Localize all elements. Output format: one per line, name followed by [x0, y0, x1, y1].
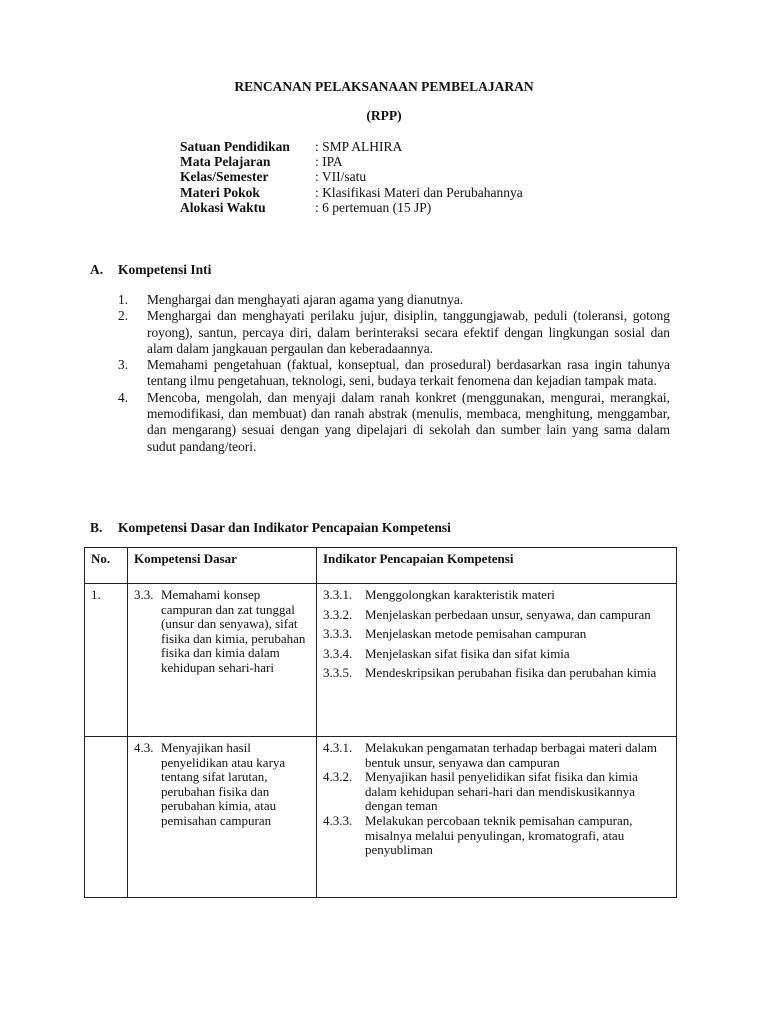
list-item [118, 357, 670, 390]
list-number: 4. [118, 389, 129, 405]
ipk-item [323, 647, 670, 662]
list-text: Mencoba, mengolah, dan menyaji dalam ranah konkret (menggunakan, mengurai, merangkai, memodifikasi, dan membuat) dan ranah abstrak (menulis, membaca, menghitung, menggambar, dan mengarang) sesuai dengan yang dipelajari di sekolah dan sumber lain yang sama dalam sudut pandang/teori. [147, 389, 670, 454]
header-ipk [317, 548, 677, 584]
section-letter: A. [90, 262, 104, 277]
meta-value: : IPA [315, 154, 343, 170]
meta-row-materi [180, 185, 523, 200]
ipk-code: 3.3.3. [323, 626, 353, 642]
kd-ipk-table [84, 547, 677, 898]
meta-row-mapel [180, 154, 523, 169]
list-item [118, 308, 670, 357]
ipk-text: Menjelaskan metode pemisahan campuran [365, 626, 587, 642]
ipk-text: Melakukan pengamatan terhadap berbagai materi dalam bentuk unsur, senyawa dan campuran [365, 740, 658, 770]
kd-entry [128, 584, 316, 676]
ipk-code: 3.3.4. [323, 645, 353, 661]
meta-label: Kelas/Semester [180, 169, 269, 185]
cell-no [85, 737, 128, 898]
meta-label: Mata Pelajaran [180, 154, 271, 170]
ipk-code: 4.3.2. [323, 769, 353, 785]
table-row [85, 584, 677, 737]
cell-kd [128, 584, 317, 737]
ipk-item [323, 666, 670, 681]
kd-code: 3.3. [134, 587, 154, 602]
kd-text: Memahami konsep campuran dan zat tunggal (unsur dan senyawa), sifat fisika dan kimia, perubahan fisika dan kimia dalam kehidupan sehari-hari [161, 587, 306, 675]
document-title: RENCANAN PELAKSANAAN PEMBELAJARAN [234, 79, 534, 94]
header-no-label: No. [91, 551, 111, 566]
ipk-text: Mendeskripsikan perubahan fisika dan perubahan kimia [365, 665, 657, 681]
kompetensi-inti-list [118, 292, 670, 455]
ipk-text: Menjelaskan sifat fisika dan sifat kimia [365, 645, 570, 661]
list-number: 3. [118, 357, 129, 373]
section-title: Kompetensi Inti [118, 262, 212, 277]
identity-block [180, 139, 523, 215]
ipk-code: 4.3.1. [323, 740, 353, 755]
section-b-heading [90, 520, 451, 536]
row-number [85, 737, 127, 741]
ipk-text: Menyajikan hasil penyelidikan sifat fisika dan kimia dalam kehidupan sehari-hari dan mendiskusikannya dengan teman [365, 769, 638, 814]
meta-value: : VII/satu [315, 169, 367, 185]
ipk-item [323, 588, 670, 603]
ipk-code: 3.3.2. [323, 606, 353, 622]
list-text: Memahami pengetahuan (faktual, konseptual, dan prosedural) berdasarkan rasa ingin tahunya tentang ilmu pengetahuan, teknologi, seni, budaya terkait fenomena dan kejadian tampak mata. [147, 357, 670, 389]
meta-label: Materi Pokok [180, 184, 260, 200]
header-kd [128, 548, 317, 584]
section-a-heading [90, 262, 211, 278]
meta-value: : SMP ALHIRA [315, 139, 403, 154]
list-number: 1. [118, 292, 129, 307]
section-title: Kompetensi Dasar dan Indikator Pencapaian Kompetensi [118, 520, 451, 535]
ipk-code: 3.3.1. [323, 587, 353, 602]
meta-value: : 6 pertemuan (15 JP) [315, 199, 432, 215]
cell-ipk [317, 584, 677, 737]
ipk-item [323, 741, 670, 770]
ipk-text: Melakukan percobaan teknik pemisahan campuran, misalnya melalui penyulingan, kromatografi, atau penyubliman [365, 812, 633, 858]
list-item [118, 292, 670, 308]
kd-code: 4.3. [134, 740, 154, 755]
list-number: 2. [118, 308, 129, 324]
meta-label: Alokasi Waktu [180, 199, 266, 215]
ipk-code: 4.3.3. [323, 812, 353, 828]
header-kd-label: Kompetensi Dasar [134, 551, 237, 566]
ipk-item [323, 814, 670, 858]
ipk-list [317, 584, 676, 681]
table-row [85, 737, 677, 898]
list-item [118, 390, 670, 455]
ipk-item [323, 770, 670, 814]
list-text: Menghargai dan menghayati ajaran agama yang dianutnya. [147, 292, 464, 307]
kd-text: Menyajikan hasil penyelidikan atau karya tentang sifat larutan, perubahan fisika dan perubahan kimia, atau pemisahan campuran [161, 740, 286, 828]
ipk-text: Menjelaskan perbedaan unsur, senyawa, dan campuran [365, 606, 651, 622]
ipk-item [323, 627, 670, 642]
ipk-item [323, 608, 670, 623]
list-text: Menghargai dan menghayati perilaku jujur, disiplin, tanggungjawab, peduli (toleransi, gotong royong), santun, percaya diri, dalam berinteraksi secara efektif dengan lingkungan sosial dan alam dalam jangkauan pergaulan dan keberadaannya. [147, 308, 670, 356]
meta-row-kelas [180, 169, 523, 184]
table-header-row [85, 548, 677, 584]
meta-row-alokasi [180, 200, 523, 215]
cell-ipk [317, 737, 677, 898]
cell-kd [128, 737, 317, 898]
meta-label: Satuan Pendidikan [180, 139, 290, 154]
document-subtitle: (RPP) [366, 108, 402, 123]
ipk-list [317, 737, 676, 858]
header-ipk-label: Indikator Pencapaian Kompetensi [323, 551, 514, 566]
header-no [85, 548, 128, 584]
section-letter: B. [90, 520, 103, 535]
cell-no [85, 584, 128, 737]
row-number: 1. [91, 587, 101, 602]
meta-value: : Klasifikasi Materi dan Perubahannya [315, 184, 523, 200]
meta-row-satuan [180, 139, 523, 154]
kd-entry [128, 737, 316, 829]
ipk-text: Menggolongkan karakteristik materi [365, 587, 555, 602]
ipk-code: 3.3.5. [323, 665, 353, 681]
